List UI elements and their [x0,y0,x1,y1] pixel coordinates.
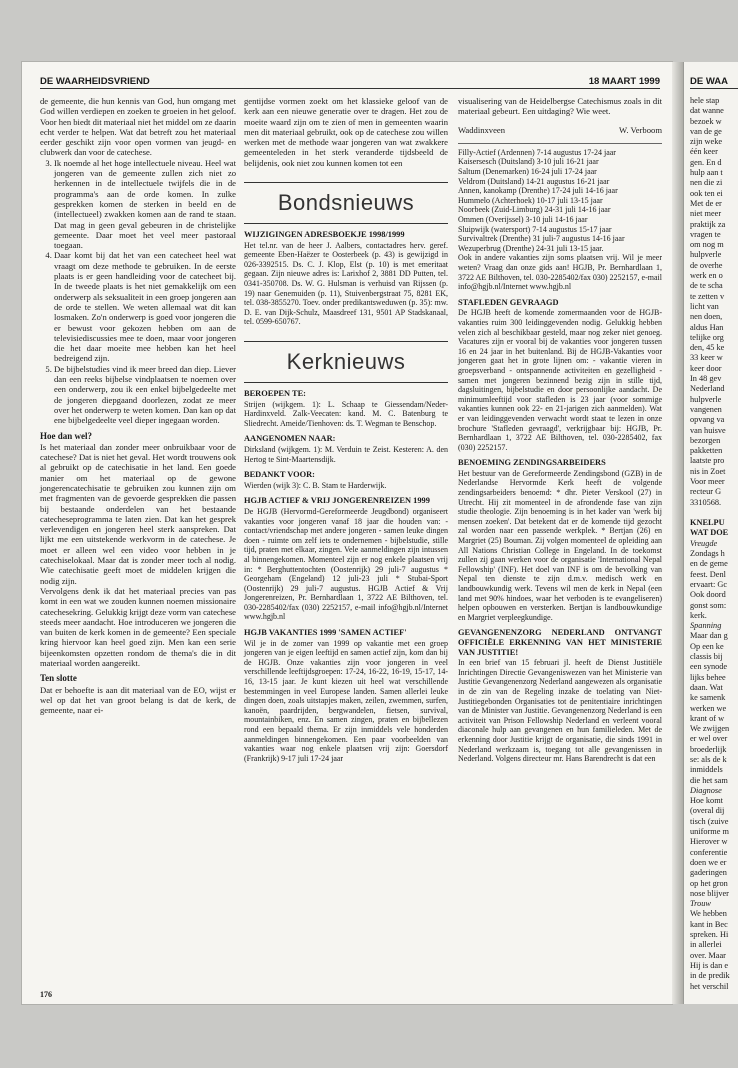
facing-page-line: laatste pro [690,456,725,466]
facing-page-line: bezorgen [690,435,721,445]
facing-page-line: ook ten ei [690,188,723,198]
facing-page-line: een synode [690,662,728,672]
facing-page-line: Maar dan g [690,631,728,641]
facing-page-line: Diagnose [690,785,722,795]
facing-page-line: gen. En d [690,157,722,167]
facing-page-line: Met de er [690,198,722,208]
facing-page-line [690,508,736,518]
facing-page-line: pakketten [690,446,723,456]
facing-page-line: se: als de k [690,755,727,764]
item-heading: AANGENOMEN NAAR: [244,434,336,444]
facing-page-line: en de geme [690,559,728,569]
magazine-page [22,62,672,1004]
list-item: Filly-Actief (Ardennen) 7-14 augustus 17-24 jaar [458,147,616,157]
facing-page-line: ke samenk [690,693,726,703]
facing-page-line: aldus Han [690,322,724,332]
facing-page-line: spreken. Hi [690,930,729,940]
facing-page-line: conferentie [690,847,728,857]
facing-page-line: classis bij [690,652,723,662]
facing-page-line: Vreugde [690,538,718,548]
facing-page-line: den, 45 ke [690,343,725,353]
facing-page-line: 33 keer w [690,353,723,363]
facing-page-line: zijn weke [690,137,723,147]
facing-page-line: vangenen [690,404,722,414]
page-number: 176 [40,990,52,999]
facing-page-line: tisch (zuive [690,816,729,826]
list-item: 3. Ik noemde al het hoge intellectuele niveau. Heel wat jongeren van de gemeente zullen zich niet zo herkennen in de intellectuele twijfels die in de programma's aan de orde komen. In zulke gesprekken komen de sterken in beeld en de (intellectueel) zwakken komen aan de rand te staan. Dat mag in geen geval gebeuren in de christelijke gemeente. Daar moet het veel meer pastoraal toegaan. [54,158,236,251]
facing-page-line: dat wanne [690,106,724,116]
facing-page-line: kant in Bec [690,919,728,929]
facing-page-line: keer door [690,363,722,373]
facing-page-line: op het gron [690,878,728,888]
facing-page-line: We zwijgen [690,724,730,734]
facing-page-line: KNELPU [690,518,725,528]
facing-page-line: (overal dij [690,806,725,816]
section-heading: Hoe dan wel? [40,430,93,441]
facing-page-line: de te scha [690,281,723,291]
facing-page-line: gaderingen [690,868,727,878]
running-header [40,76,660,89]
list-item: Sluipwijk (watersport) 7-14 augustus 15-17 jaar [458,224,612,234]
facing-page-line: Voor meer [690,476,725,486]
vacation-list [458,148,662,254]
list-item: Wezuperbrug (Drenthe) 24-31 juli 13-15 jaar. [458,243,604,253]
facing-page-line: nose blijver [690,888,729,898]
author-signature [458,125,662,135]
magazine-title: DE WAARHEIDSVRIEND [40,76,150,87]
facing-page-line: Op een ke [690,641,724,651]
column-2 [244,96,448,763]
facing-page-line: doen we er [690,857,727,867]
facing-page-line: uniforme m [690,827,729,837]
paragraph: Is het materiaal dan zonder meer onbruikbaar voor de catechese? Dat is niet het geval. Het wordt trouwens ook al gebruikt op de catechisatie in het land. Een goede manier om het materiaal op de gewone jongerencatechisatie te gebruiken zou kunnen zijn om met fragmenten van de gevoerde gesprekken die passen bij bestaande onderdelen van het bestaande catecheseprogramma te laten zien. Dat kan het gesprek verlevendigen en jongeren heel sterk aanspreken. Dat lijkt me een uitstekende werkvorm in de catechese. Je moet er alleen wel een video voor hebben in je catechiselokaal. Maar dat is zonder meer toch al nodig. Wie catechisatie geeft moet de middelen krijgen die nodig zijn. [40,441,236,586]
facing-page-line: nis in Zoet [690,466,726,476]
facing-page-line: nen die zi [690,178,723,188]
news-block [244,230,448,327]
issue-date: 18 MAART 1999 [588,76,660,87]
facing-page-line: te zetten v [690,291,725,301]
paragraph: de gemeente, die hun kennis van God, hun omgang met God willen verdiepen en zoeken te groeien in het geloof. Voor hen biedt dit materiaal niet het middel om ze daarin echt verder te helpen. Wat dat betreft zou het materiaal eerder geschikt zijn voor open vormen van jeugd- en clubwerk dan voor de catechese. [40,96,237,158]
facing-page-line: hulpverle [690,394,722,404]
facing-page-line: er wel over [690,734,728,744]
column-1 [40,96,236,716]
section-banner-bondsnieuws: Bondsnieuws [244,182,448,224]
facing-page-line: daan. Wat [690,682,723,692]
facing-page-line: WAT DOE [690,528,729,538]
paragraph: Het tel.nr. van de heer J. Aalbers, contactadres herv. geref. gemeente Eben-Haëzer te Oosterbeek (p. 43) is gewijzigd in 026-3392515. Ds. C. J. Klop, Elst (p. 10) is met emeritaat gegaan. Zijn nieuwe adres is: Larixhof 2, 3881 DD Putten, tel. 0341-350708. Ds. W. G. Hulsman is verhuisd van Rijssen (p. 19) naar Genemuiden (p. 11), Stuivenbergstraat 75, 8281 EK, tel. 038-3855270. Toev. onder predikantsweduwen (p. 35): mw. D. E. van Dijk-Schulz, Maasdreef 131, 9501 AP Stadskanaal, tel. 0599-650767. [244,240,448,327]
facing-page-line: Hij is dan e [690,960,729,970]
facing-page-line: bezoek w [690,116,722,126]
facing-page-line: die het sam [690,775,728,785]
divider [458,143,662,144]
facing-page-line: Zondags h [690,549,725,559]
facing-page-line: vragen te [690,229,721,239]
facing-page-line: het verschil [690,981,729,991]
item-heading: BEDANKT VOOR: [244,470,315,480]
facing-page-line: broederlijk [690,744,727,754]
facing-page-line: in allerlei [690,940,722,950]
facing-page-line: kerk. [690,610,707,620]
paragraph: In een brief van 15 februari jl. heeft de Dienst Justitiële Inrichtingen Directie Gevangeniswezen van het Ministerie van Justitie Gevangenenzorg Nederland aangewezen als organisatie in de zin van de Regeling inzake de toelating van Niet-Justitiegebonden Organisaties tot de penitentiaire inrichtingen van de Minister van Justitie. Gevangenenzorg Nederland is een activiteit van Prison Fellowship Nederland en verleent vooral diaconale hulp aan gevangenen en hun familieleden. Met de erkenning door Justitie krijgt de organisatie, die sinds 1991 in Nederland werkzaam is, toegang tot alle gevangenissen in Nederland. Volgens directeur mr. Hans Barendrecht is dat een [458,658,662,764]
paragraph: Wierden (wijk 3): C. B. Stam te Harderwijk. [244,480,387,490]
paragraph: Vervolgens denk ik dat het materiaal precies van pas komt in een wat we zouden kunnen noemen missionaire catechesekring. Gelukkig krijgt deze vorm van catechese steeds meer aandacht. Hoe introduceren we jongeren die van buiten de kerk komen in de gemeente? Een speciale kring hiervoor kan heel goed zijn. Men kan een serie bijeenkomsten opzetten rondom de thema's die in dit materiaal worden aangereikt. [40,585,236,669]
divider [690,88,738,89]
list-item: Saltum (Denemarken) 16-24 juli 17-24 jaar [458,167,597,177]
facing-page-edge [684,62,738,1004]
paragraph: Dat er behoefte is aan dit materiaal van de EO, wijst er wel op dat het van groot belang is dat de kerk, de gemeente, naar ei- [40,684,236,716]
facing-page-line: Hierover w [690,837,728,847]
list-item: 4. Daar komt bij dat het van een catecheet heel wat vraagt om deze methode te gebruiken. In de eerste plaats is er geen handleiding voor de catecheet bij. In de tweede plaats is het niet gemakkelijk om een onderwerp als seksualiteit in een groep jongeren aan de orde te stellen. We weten allemaal wat dit kan losmaken. Zo'n onderwerp is goed voor jongeren die er bewust voor gekozen hebben om aan de televisiediscussies mee te doen, maar voor jongeren die het daar moeite mee hebben kan het heel bedreigend zijn. [54,250,236,363]
facing-page-line: om nog m [690,240,724,250]
list-item: Annen, kanokamp (Drenthe) 17-24 juli 14-16 jaar [458,186,618,196]
facing-page-line: lijks behee [690,672,726,682]
facing-page-line: werken we [690,703,727,713]
facing-page-line: telijke org [690,332,724,342]
facing-page-line: de overhe [690,260,723,270]
paragraph: Het bestuur van de Gereformeerde Zendingsbond (GZB) in de Nederlandse Hervormde Kerk heeft de volgende zendingsarbeiders benoemd: * dhr. Pieter Verskool (27) in Utrecht. Hij zit momenteel in de afrondende fase van zijn studie theologie. Zijn benoeming is in het kader van 'werk bij mensen zoeken'. Dat betekent dat er de komende tijd gezocht zal worden naar een passende werkplek. * Bertjan (26) en Margriet (25) Bouman. Zij volgen momenteel de opleiding aan All Nations Christian College in Engeland. In de toekomst zullen zij gaan werken voor de organisatie 'International Nepal Fellowship' (INF). Het doel van INF is om de bevolking van Nepal ten dienste te zijn d.m.v. medisch werk en landbouwkundig werk. Tevens wil men de kerk in Nepal (een land met 90% hindoes, waar het verboden is te evangeliseren) helpen opbouwen en versterken. Bertjan is landbouwkundige en Margriet verpleegkundige. [458,468,662,622]
facing-page-line: opvang va [690,415,725,425]
facing-page-line: van de ge [690,126,722,136]
paragraph: visualisering van de Heidelbergse Catechismus zoals in dit materiaal gebeurt. Een uitdaging? Wie weet. [458,96,662,117]
paragraph: De HGJB heeft de komende zomermaanden voor de HGJB-vakanties ruim 300 leidinggevenden nodig. Gelukkig hebben velen zich al beschikbaar gesteld, maar nog zeker niet genoeg. Vacatures zijn er vooral bij de vakanties voor jongeren tussen 16 en 24 jaar in het buitenland. Bij de HGJB-Vakanties voor jongeren gaat het in grote lijnen om: - vakantie vieren in groepsverband - ontspannende activiteiten en gezelligheid - samen met jongeren bezinnend bezig zijn in stille tijd, dagsluitingen, bijbelstudie en door persoonlijke aandacht. De minimumleeftijd voor stafleden is 23 jaar (voor sommige vakanties kunnen ook 22- en 21-jarigen zich aanmelden). Wat er van leidinggevenden verwacht wordt staat te lezen in onze brochure 'Stafleden gevraagd', verkrijgbaar bij: HGJB, Pr. Bernhardlaan 1, 3722 AE Bilthoven, tel. 030-2285402, fax (030) 2252157. [458,308,662,452]
facing-page-line: één keer [690,147,718,157]
facing-page-line: licht van [690,301,719,311]
paragraph: Dirksland (wijkgem. 1): M. Verduin te Zeist. Kesteren: A. den Hertog te Sint-Maartensdijk. [244,444,448,464]
paragraph: Strijen (wijkgem. 1): L. Schaap te Giessendam/Neder-Hardinxveld. Zalk-Veecaten: kand. M. C. Batenburg te Sliedrecht. Ameide/Tienhoven: ds. T. Wegman te Benschop. [244,399,448,428]
facing-page-line: gonst som: [690,600,727,610]
list-item: Ommen (Overijssel) 3-10 juli 14-16 jaar [458,215,588,225]
paragraph: Wil je in de zomer van 1999 op vakantie met een groep jongeren van je eigen leeftijd en samen actief zijn, kom dan bij de HGJB. Onze vakanties zijn voor jongeren in veel verschillende leeftijdsgroepen: 17-24, 16-22, 16-19, 15-17, 14-16, 13-15 jaar. Je kunt kiezen uit heel wat verschillende bestemmingen in veel Europese landen. Samen allerlei leuke dingen doen, zoals uitstapjes maken, zeilen, zwemmen, surfen, kanoën, paardrijden, bergwandelen, fietsen, survival, mountainbiken, enz. En samen zingen, praten en bijbellezen rond een bepaald thema. Er zijn inmiddels vele honderden aanmeldingen binnengekomen. Een paar voorbeelden van vakanties waar nog enkele plaatsen vrij zijn: Goersdorf (Frankrijk) 9-17 juli 17-24 jaar [244,638,448,763]
facing-page-line: 3310568. [690,497,722,507]
book-gutter [672,62,684,1004]
item-heading: HGJB ACTIEF & VRIJ JONGERENREIZEN 1999 [244,496,430,506]
numbered-list [40,158,236,426]
paragraph: gentijdse vormen zoekt om het klassieke geloof van de kerk aan een nieuwe generatie over te dragen. Het zou de moeite waard zijn om te zien of men in gemeenten waarin men dit materiaal gebruikt, ook op de catechese zou willen werken met de methode waar jongeren van wat zwakkere gemeenteleden in het sterk veranderde tijdsbeeld de belijdenis, ook niet zou kunnen komen tot een [244,96,448,168]
news-block [458,148,662,764]
item-heading: WIJZIGINGEN ADRESBOEKJE 1998/1999 [244,230,405,240]
news-block [244,389,448,763]
list-item: Kaisersesch (Duitsland) 3-10 juli 16-21 jaar [458,157,599,167]
facing-page-line: feest. Denl [690,569,726,579]
list-item: Hummelo (Achterhoek) 10-17 juli 13-15 jaar [458,195,603,205]
facing-page-line: werk en o [690,271,723,281]
facing-page-line: niet meer [690,209,722,219]
item-heading: BEROEPEN TE: [244,389,306,399]
list-item: 5. De bijbelstudies vind ik meer breed dan diep. Liever dan een reeks bijbelse vindplaatsen te noemen over een onderwerp, zou ik een enkel bijbelgedeelte met de jongeren diepgaand doorlezen, zodat ze meer over het onderwerp te weten komen. Dan kan op dat ene bijbelgedeelte veel dieper ingegaan worden. [54,364,236,426]
column-3 [458,96,662,764]
item-heading: STAFLEDEN GEVRAAGD [458,297,559,307]
facing-page-column [690,96,736,992]
facing-page-line: Hoe komt [690,796,723,806]
facing-page-line: krant of w [690,713,725,723]
facing-page-line: van huisve [690,425,726,435]
facing-page-line: nen doen, [690,312,723,322]
section-heading: Ten slotte [40,673,77,684]
facing-page-line: In 48 gev [690,374,722,384]
facing-page-line: Ook doord [690,590,726,600]
paragraph: Ook in andere vakanties zijn soms plaatsen vrij. Wil je meer weten? Vraag dan onze gids aan! HGJB, Pr. Bernhardlaan 1, 3722 AE Bilthoven, tel. 030-2285402/fax 030) 2252157, e-mail info@hgjb.nl/Internet www.hgjb.nl [458,253,662,292]
facing-page-line: praktijk za [690,219,726,229]
facing-page-line: We hebben [690,909,727,919]
item-heading: HGJB VAKANTIES 1999 'SAMEN ACTIEF' [244,628,407,638]
facing-page-line: Trouw [690,899,711,909]
facing-page-line: hulpverle [690,250,722,260]
facing-page-line: in de predik [690,971,730,981]
facing-page-line: Spanning [690,621,722,631]
facing-page-line: Nederland [690,384,725,394]
facing-page-line: recteur G [690,487,722,497]
list-item: Veldrom (Duitsland) 14-21 augustus 16-21 jaar [458,176,610,186]
list-item: Survivaltrek (Drenthe) 31 juli-7 augustus 14-16 jaar [458,234,625,244]
paragraph: De HGJB (Hervormd-Gereformeerde Jeugdbond) organiseert vakanties voor jongeren vanaf 18 jaar die houden van: - contact/vriendschap met andere jongeren - samen leuke dingen doen - ruimte om zelf iets te ondernemen - bijbelstudie, stille tijd, praten met elkaar, zingen. Vele aanmeldingen zijn intussen al binnengekomen. Momenteel zijn er nog enkele plaatsen vrij in: * Berghuttentochten (Oostenrijk) 29 juli-7 augustus * Georgeham (Engeland) 12 juli-23 juli * Stubai-Sport (Oostenrijk) 29 juli-7 augustus. HGJB Actief & Vrij Jongerenreizen, Pr. Bernhardlaan 1, 3722 AE Bilthoven, tel. 030-2285402/fax (030) 2252157, e-mail info@hgjb.nl/Internet www.hgjb.nl [244,506,448,622]
item-heading: BENOEMING ZENDINGSARBEIDERS [458,458,606,468]
facing-page-line: hele stap [690,96,720,105]
facing-page-line: ervaart: Gc [690,579,728,589]
facing-page-line: over. Maar [690,950,726,960]
facing-page-line: inmiddels [690,765,723,775]
signature-place: Waddinxveen [458,124,506,135]
signature-name: W. Verboom [619,124,662,135]
facing-page-header: DE WAA [690,76,728,87]
section-banner-kerknieuws: Kerknieuws [244,341,448,383]
facing-page-line: hulp aan t [690,168,723,178]
item-heading: GEVANGENENZORG NEDERLAND ONTVANGT OFFICIËLE ERKENNING VAN HET MINISTERIE VAN JUSTITIE! [458,628,662,657]
list-item: Noorbeek (Zuid-Limburg) 24-31 juli 14-16 jaar [458,205,611,215]
